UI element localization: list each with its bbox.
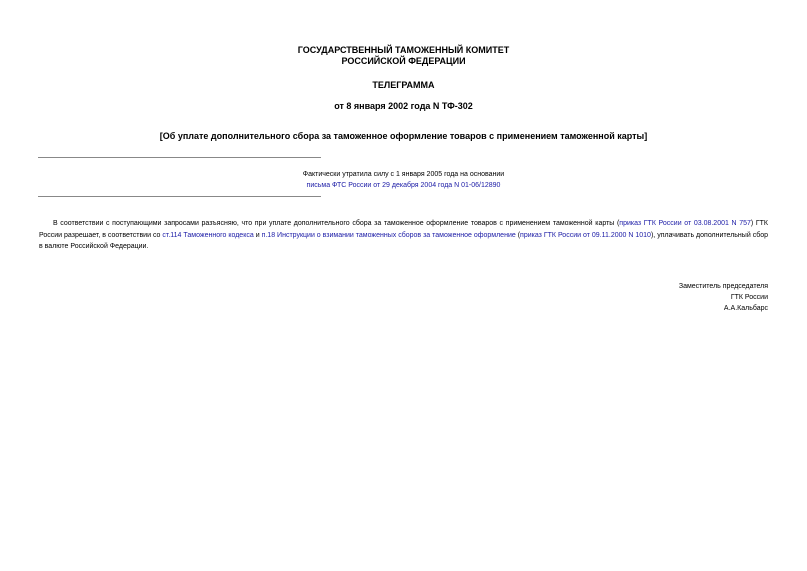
signatory-position-1: Заместитель председателя	[678, 283, 768, 290]
divider-top	[38, 157, 321, 158]
document-date: от 8 января 2002 года N ТФ-302	[334, 101, 473, 111]
document-title: [Об уплате дополнительного сбора за таможенное оформление товаров с применением таможенной карты]	[159, 131, 648, 141]
document-type: ТЕЛЕГРАММА	[372, 80, 435, 90]
status-source-link[interactable]: письма ФТС России от 29 декабря 2004 года N 01-06/12890	[306, 182, 501, 189]
body-text-part-1: В соответствии с поступающими запросами разъясняю, что при уплате дополнительного сбора за таможенное оформление товаров с применением таможенной карты (	[53, 220, 620, 227]
order-1010-link[interactable]: приказ ГТК России от 09.11.2000 N 1010	[520, 231, 651, 239]
body-paragraph	[39, 218, 768, 253]
signatory-position-2: ГТК России	[730, 294, 768, 301]
signatory-name: А.А.Кальбарс	[723, 305, 768, 312]
issuer-line-1: ГОСУДАРСТВЕННЫЙ ТАМОЖЕННЫЙ КОМИТЕТ	[297, 45, 510, 55]
body-text-part-3: и	[253, 231, 262, 239]
signature-block	[679, 281, 768, 314]
customs-code-article-link[interactable]: ст.114 Таможенного кодекса	[162, 231, 254, 239]
instruction-clause-link[interactable]: п.18 Инструкции о взимании таможенных сборов за таможенное оформление	[261, 231, 516, 239]
issuer-line-2: РОССИЙСКОЙ ФЕДЕРАЦИИ	[341, 56, 466, 66]
divider-bottom	[38, 196, 321, 197]
order-757-link[interactable]: приказ ГТК России от 03.08.2001 N 757	[619, 220, 751, 227]
issuer-header	[0, 45, 807, 67]
body-text-part-2: ) ГТК России разрешает, в соответствии со	[39, 220, 769, 239]
status-text: Фактически утратила силу с 1 января 2005 года на основании	[302, 171, 505, 178]
status-note	[0, 169, 807, 191]
body-text-part-5: ), уплачивать дополнительный сбор в валюте Российской Федерации.	[39, 231, 768, 250]
body-text-part-4: (	[515, 231, 521, 239]
